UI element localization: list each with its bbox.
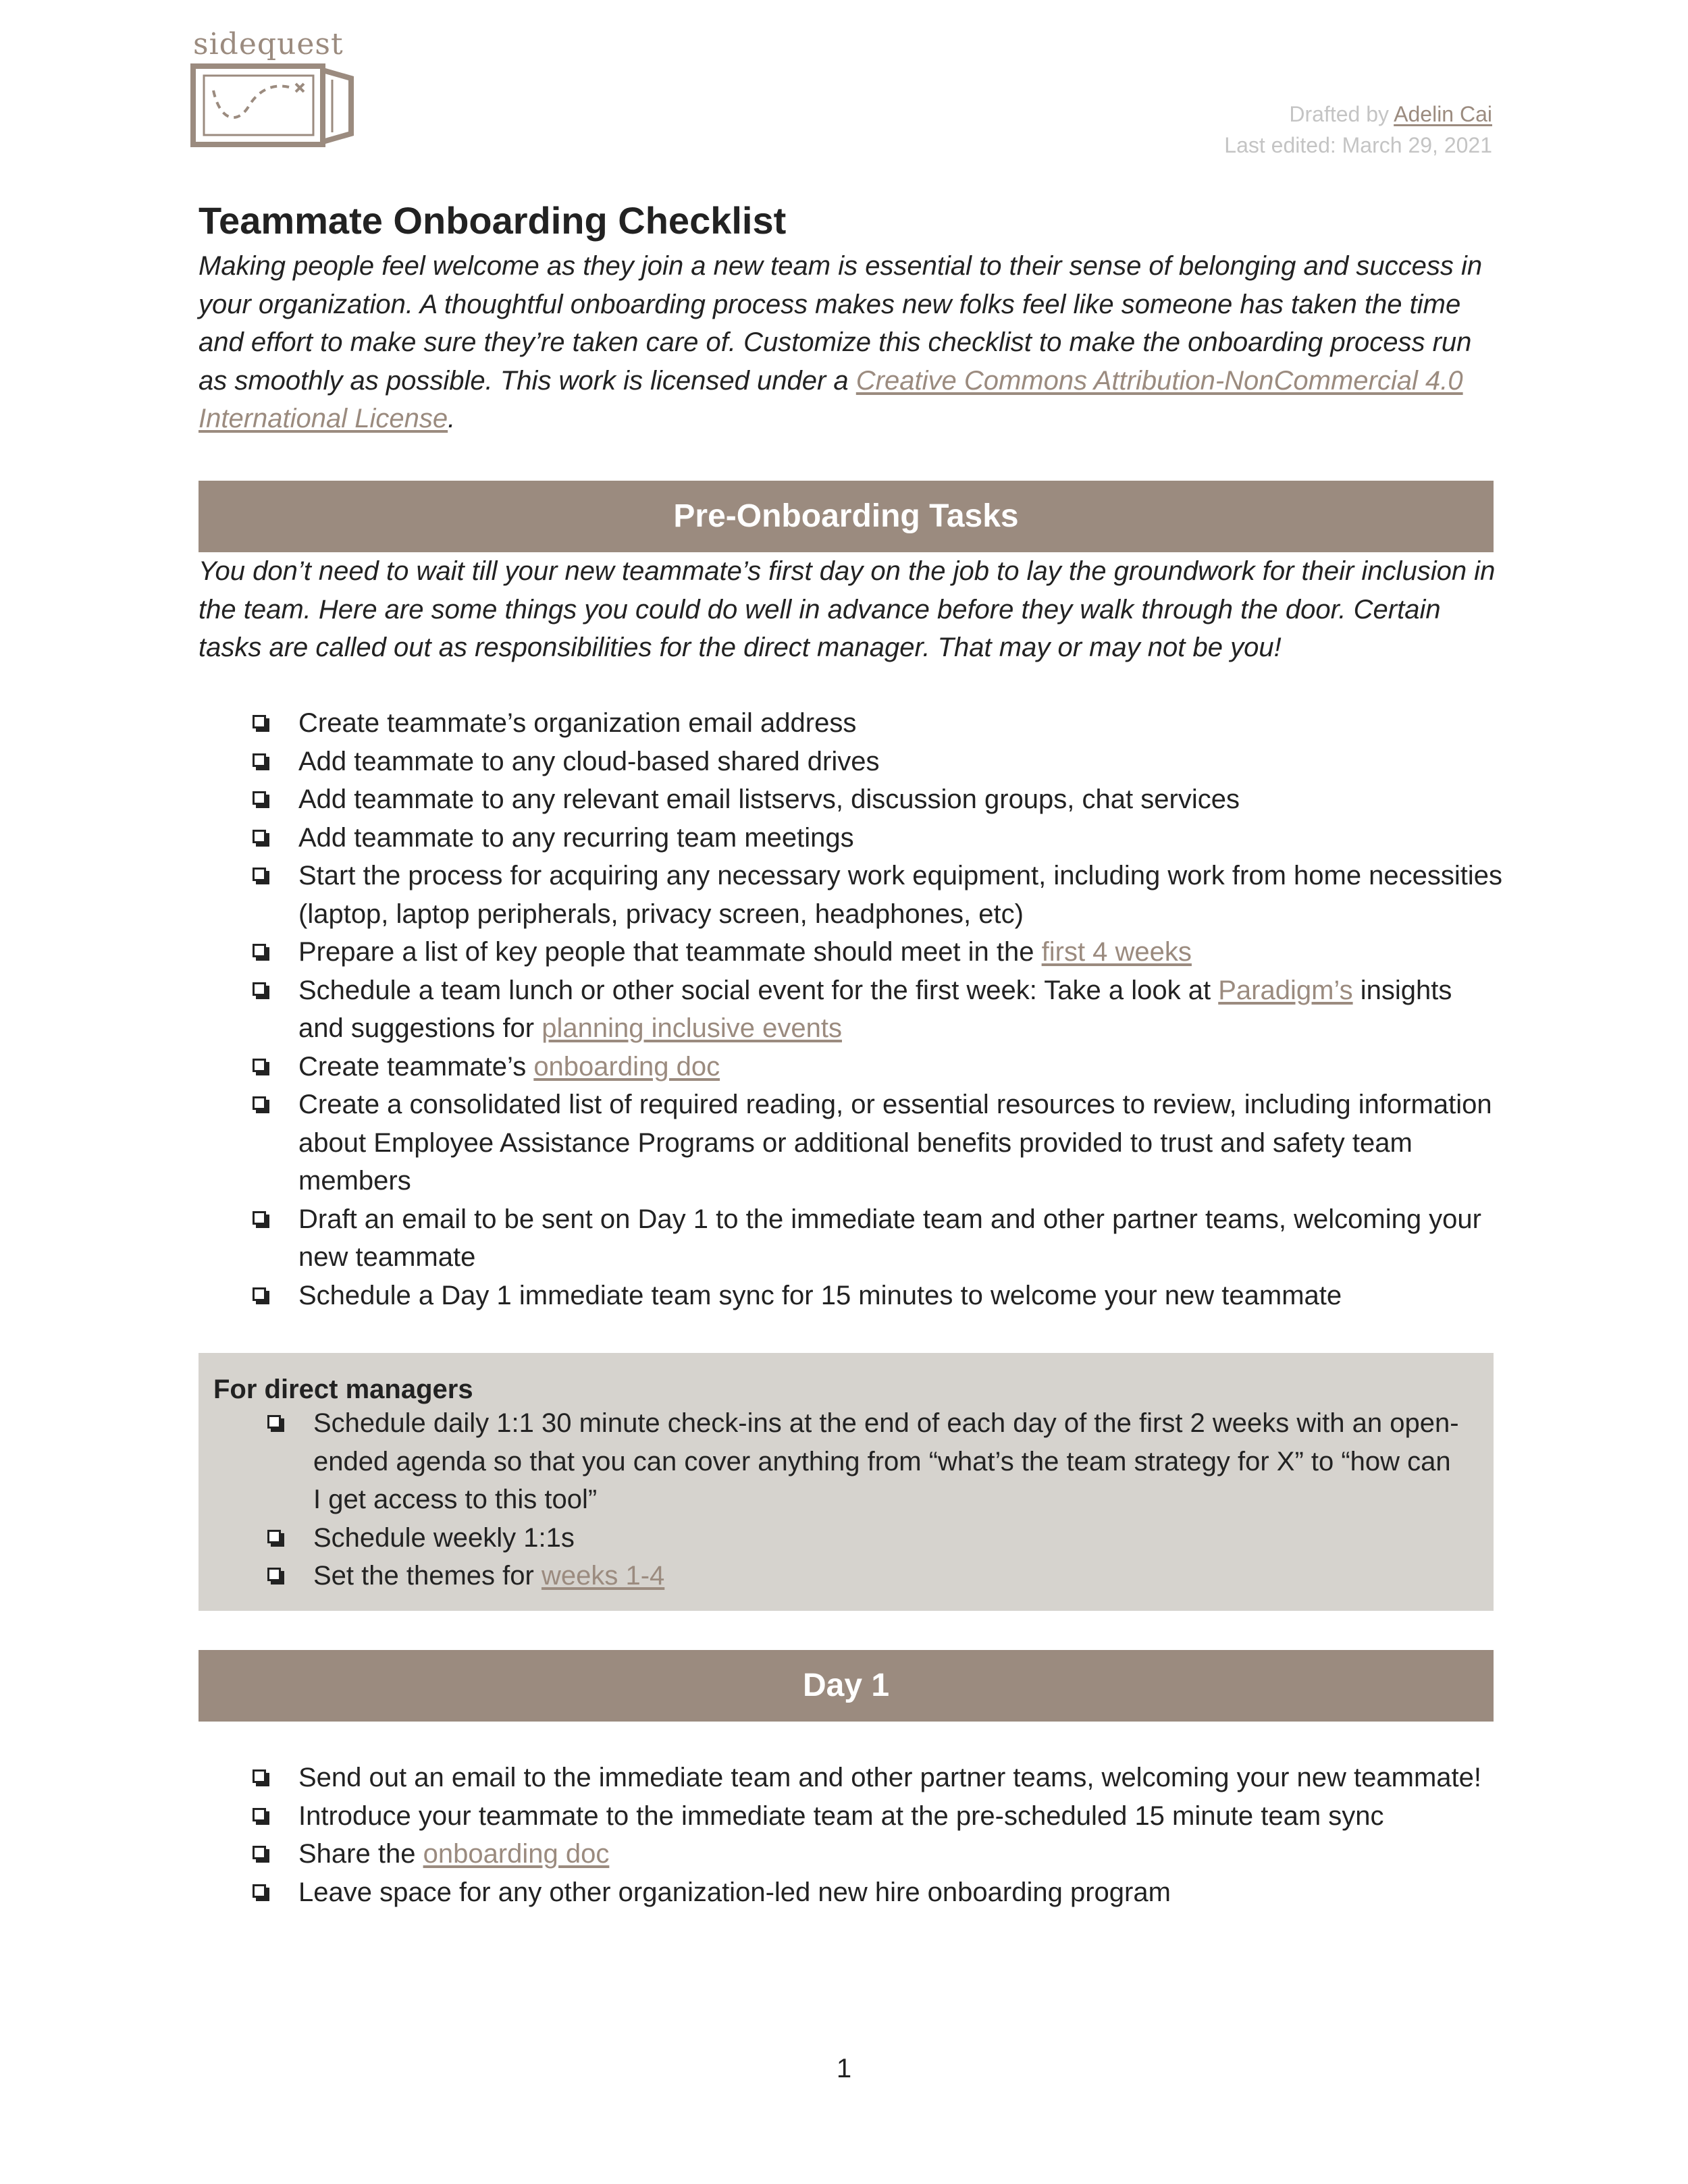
checkbox-icon[interactable] — [267, 1530, 281, 1543]
checklist-item — [267, 1404, 1462, 1519]
checkbox-icon[interactable] — [253, 868, 266, 881]
direct-managers-heading: For direct managers — [213, 1375, 473, 1404]
intro-end: . — [448, 404, 456, 433]
checklist-item-text: Set the themes for — [313, 1561, 542, 1591]
onboarding-doc-link[interactable]: onboarding doc — [423, 1839, 610, 1869]
checklist-item — [253, 857, 1503, 933]
author-link[interactable]: Adelin Cai — [1394, 102, 1492, 126]
checklist-item — [253, 704, 1503, 743]
checklist-item — [253, 933, 1503, 971]
intro-paragraph — [199, 247, 1502, 438]
checklist-item-text: Send out an email to the immediate team and other partner teams, welcoming your new teammate! — [298, 1763, 1482, 1792]
document-meta — [1224, 99, 1492, 161]
checklist-item — [253, 1086, 1503, 1200]
checkbox-icon[interactable] — [253, 1096, 266, 1110]
checklist-item — [267, 1557, 1462, 1595]
direct-managers-panel — [199, 1353, 1494, 1611]
checkbox-icon[interactable] — [253, 715, 266, 728]
checklist-item-text: Start the process for acquiring any necessary work equipment, including work from home necessities (laptop, laptop peripherals, privacy screen, headphones, etc) — [298, 861, 1503, 929]
checklist-item — [253, 1277, 1503, 1315]
checklist-item — [253, 780, 1503, 819]
checklist-item-text: insights and suggestions for — [298, 975, 1452, 1043]
first-4-weeks-link[interactable]: first 4 weeks — [1041, 937, 1192, 967]
checkbox-icon[interactable] — [253, 791, 266, 805]
drafted-by-label: Drafted by — [1289, 102, 1390, 126]
map-frame-icon — [190, 63, 359, 151]
checkbox-icon[interactable] — [267, 1415, 281, 1429]
checklist-item — [253, 971, 1503, 1048]
checkbox-icon[interactable] — [253, 982, 266, 996]
planning-inclusive-events-link[interactable]: planning inclusive events — [542, 1013, 842, 1043]
checklist-item-text: Create a consolidated list of required reading, or essential resources to review, including information about Employee Assistance Programs or additional benefits provided to trust and safety team members — [298, 1090, 1492, 1196]
checklist-item-text: Share the — [298, 1839, 423, 1869]
paradigm-link[interactable]: Paradigm’s — [1218, 975, 1353, 1005]
checkbox-icon[interactable] — [253, 830, 266, 843]
checklist-item — [253, 819, 1503, 857]
checkbox-icon[interactable] — [253, 753, 266, 767]
page-number: 1 — [836, 2054, 852, 2083]
checklist-item — [253, 1873, 1503, 1912]
pre-onboarding-checklist — [253, 704, 1503, 1314]
checklist-item — [253, 1048, 1503, 1086]
checklist-item — [253, 1759, 1503, 1797]
checkbox-icon[interactable] — [253, 944, 266, 957]
intro-text: Making people feel welcome as they join a new team is essential to their sense of belonging and success in your organization. A thoughtful onboarding process makes new folks feel like someone has taken the time and effort to make sure they’re taken care of. Customize this checklist to make the onboarding process run as smoothly as possible. This work is licensed under a — [199, 251, 1483, 396]
checklist-item-text: Add teammate to any relevant email listservs, discussion groups, chat services — [298, 784, 1240, 814]
checklist-item-text: Schedule a Day 1 immediate team sync for 15 minutes to welcome your new teammate — [298, 1280, 1342, 1310]
checkbox-icon[interactable] — [267, 1568, 281, 1581]
page-title: Teammate Onboarding Checklist — [199, 199, 787, 242]
checklist-item-text: Create teammate’s — [298, 1051, 534, 1082]
checklist-item — [253, 1797, 1503, 1836]
checkbox-icon[interactable] — [253, 1884, 266, 1898]
checklist-item-text: Schedule a team lunch or other social event for the first week: Take a look at — [298, 975, 1219, 1005]
checkbox-icon[interactable] — [253, 1808, 266, 1821]
checklist-item — [253, 1200, 1503, 1277]
checklist-item-text: Schedule daily 1:1 30 minute check-ins at the end of each day of the first 2 weeks with an open-ended agenda so that you can cover anything from “what’s the team strategy for X” to “how can I get access to this tool” — [313, 1408, 1459, 1514]
checklist-item — [267, 1519, 1462, 1557]
checklist-item-text: Leave space for any other organization-led new hire onboarding program — [298, 1877, 1171, 1907]
sidequest-logo — [190, 27, 366, 151]
checkbox-icon[interactable] — [253, 1846, 266, 1859]
pre-onboarding-description: You don’t need to wait till your new teammate’s first day on the job to lay the groundwork for their inclusion in the team. Here are some things you could do well in advance before they walk through the door. Certain tasks are called out as responsibilities for the direct manager. That may or may not be you! — [199, 556, 1496, 662]
onboarding-doc-link[interactable]: onboarding doc — [533, 1051, 720, 1082]
checklist-item-text: Add teammate to any cloud-based shared drives — [298, 746, 880, 776]
checkbox-icon[interactable] — [253, 1287, 266, 1301]
checklist-item-text: Create teammate’s organization email address — [298, 708, 857, 738]
logo-wordmark: sidequest — [193, 27, 344, 61]
checkbox-icon[interactable] — [253, 1211, 266, 1225]
last-edited: Last edited: March 29, 2021 — [1224, 133, 1492, 157]
checklist-item-text: Add teammate to any recurring team meetings — [298, 822, 854, 853]
checklist-item-text: Prepare a list of key people that teammate should meet in the — [298, 937, 1042, 967]
weeks-1-4-link[interactable]: weeks 1-4 — [541, 1561, 665, 1591]
checklist-item — [253, 743, 1503, 781]
license-link[interactable]: Creative Commons Attribution-NonCommercial 4.0 International License — [199, 365, 1463, 433]
direct-managers-checklist — [267, 1404, 1462, 1595]
checkbox-icon[interactable] — [253, 1059, 266, 1072]
checklist-item-text: Introduce your teammate to the immediate team at the pre-scheduled 15 minute team sync — [298, 1801, 1384, 1831]
checklist-item — [253, 1835, 1503, 1873]
checkbox-icon[interactable] — [253, 1769, 266, 1783]
day-1-checklist — [253, 1759, 1503, 1911]
pre-onboarding-heading: Pre-Onboarding Tasks — [199, 481, 1494, 552]
drafted-by-line — [1224, 99, 1492, 130]
checklist-item-text: Schedule weekly 1:1s — [313, 1522, 575, 1553]
day-1-heading: Day 1 — [199, 1650, 1494, 1722]
checklist-item-text: Draft an email to be sent on Day 1 to the immediate team and other partner teams, welcoming your new teammate — [298, 1204, 1481, 1272]
